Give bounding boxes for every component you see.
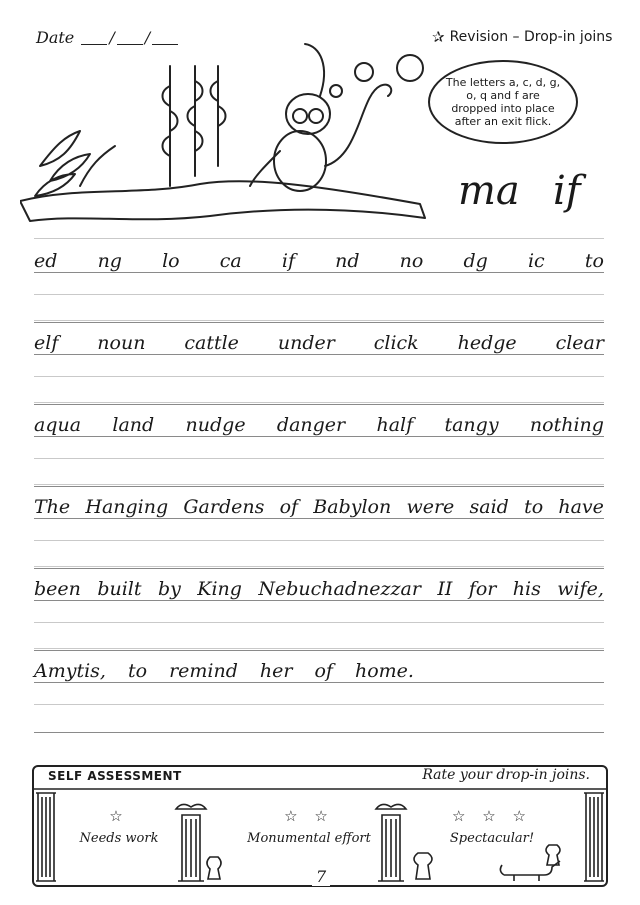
column-icon	[584, 793, 604, 881]
model-word: if	[281, 250, 295, 272]
model-word: ic	[527, 250, 545, 272]
self-assessment-title: SELF ASSESSMENT	[48, 769, 182, 783]
model-word: under	[277, 332, 335, 354]
rating-option-1[interactable]	[64, 807, 174, 846]
model-words-row-4	[34, 496, 604, 518]
model-word: ng	[97, 250, 122, 272]
model-word: clear	[555, 332, 604, 354]
self-assessment-prompt: Rate your drop-in joins.	[422, 767, 590, 783]
model-word: click	[373, 332, 419, 354]
model-words-row-6	[34, 660, 604, 682]
self-assessment-header	[34, 767, 606, 789]
monkey-arm	[305, 44, 324, 96]
model-word: of	[314, 660, 333, 682]
date-label: Date	[36, 28, 75, 47]
star-icon: ☆ ☆ ☆	[452, 807, 532, 825]
model-word: remind	[169, 660, 238, 682]
model-word: for	[468, 578, 497, 600]
branch-shape	[20, 181, 425, 221]
model-word: Gardens	[183, 496, 265, 518]
model-join-2: if	[553, 168, 581, 214]
model-word: have	[558, 496, 604, 518]
model-word: nd	[335, 250, 360, 272]
star-icon: ☆ ☆	[284, 807, 334, 825]
model-word: aqua	[34, 414, 82, 436]
model-join-1: ma	[458, 168, 520, 214]
model-word: Babylon	[313, 496, 392, 518]
model-word: King	[197, 578, 242, 600]
model-word: Hanging	[85, 496, 169, 518]
model-word: hedge	[457, 332, 517, 354]
tip-bubble	[428, 60, 578, 144]
model-word: danger	[276, 414, 346, 436]
model-word: elf	[34, 332, 59, 354]
model-word: wife,	[557, 578, 604, 600]
model-word: cattle	[184, 332, 239, 354]
model-word: Nebuchadnezzar	[258, 578, 421, 600]
model-word: Amytis,	[34, 660, 106, 682]
model-words-row-2	[34, 332, 604, 354]
leaf-cluster-left	[35, 131, 90, 196]
model-word: nothing	[529, 414, 604, 436]
monkey-illustration	[20, 36, 440, 236]
monkey-body	[274, 131, 326, 191]
rating-option-3[interactable]	[432, 807, 552, 846]
thought-bubble-medium	[355, 63, 373, 81]
model-word: half	[376, 414, 414, 436]
model-word: lo	[162, 250, 180, 272]
model-word: noun	[97, 332, 146, 354]
model-word: no	[399, 250, 424, 272]
model-word: his	[512, 578, 541, 600]
date-sep-1: /	[109, 28, 115, 47]
model-word: dg	[463, 250, 488, 272]
thought-bubble-large	[397, 55, 423, 81]
model-word: built	[97, 578, 142, 600]
couch-icon	[500, 861, 560, 881]
rating-label: Spectacular!	[449, 831, 535, 846]
model-word: home.	[354, 660, 414, 682]
model-word: her	[259, 660, 293, 682]
model-word: were	[406, 496, 455, 518]
star-icon: ✰	[432, 28, 445, 46]
model-word: tangy	[444, 414, 499, 436]
tip-bubble-text: The letters a, c, d, g, o, q and f are dropped into place after an exit flick.	[445, 76, 561, 128]
model-word: of	[279, 496, 299, 518]
model-word: nudge	[185, 414, 246, 436]
monkey-eye-right	[309, 109, 323, 123]
model-word: to	[524, 496, 544, 518]
model-words-row-3	[34, 414, 604, 436]
page-title	[432, 28, 612, 46]
model-word: ed	[34, 250, 58, 272]
page-title-text: Revision – Drop-in joins	[449, 29, 613, 45]
model-word: ca	[219, 250, 242, 272]
model-word: II	[437, 578, 453, 600]
date-sep-2: /	[144, 28, 151, 47]
model-word: to	[584, 250, 604, 272]
vase-icon	[414, 853, 432, 879]
model-word: to	[127, 660, 148, 682]
model-word: said	[469, 496, 509, 518]
page-number: 7	[312, 867, 330, 886]
rating-label: Monumental effort	[247, 831, 371, 846]
model-word: been	[34, 578, 81, 600]
model-word: The	[34, 496, 71, 518]
star-icon: ☆	[109, 807, 129, 825]
thought-bubble-small	[330, 85, 342, 97]
column-icon	[176, 804, 206, 881]
rating-option-2[interactable]	[234, 807, 384, 846]
rating-label: Needs work	[79, 831, 159, 846]
vase-icon	[207, 857, 221, 879]
model-word: by	[157, 578, 181, 600]
model-words-row-1	[34, 250, 604, 272]
monkey-eye-left	[293, 109, 307, 123]
column-icon	[36, 793, 56, 881]
branch-twig	[80, 146, 115, 186]
model-words-row-5	[34, 578, 604, 600]
model-word: land	[112, 414, 155, 436]
vase-icon	[546, 845, 560, 865]
